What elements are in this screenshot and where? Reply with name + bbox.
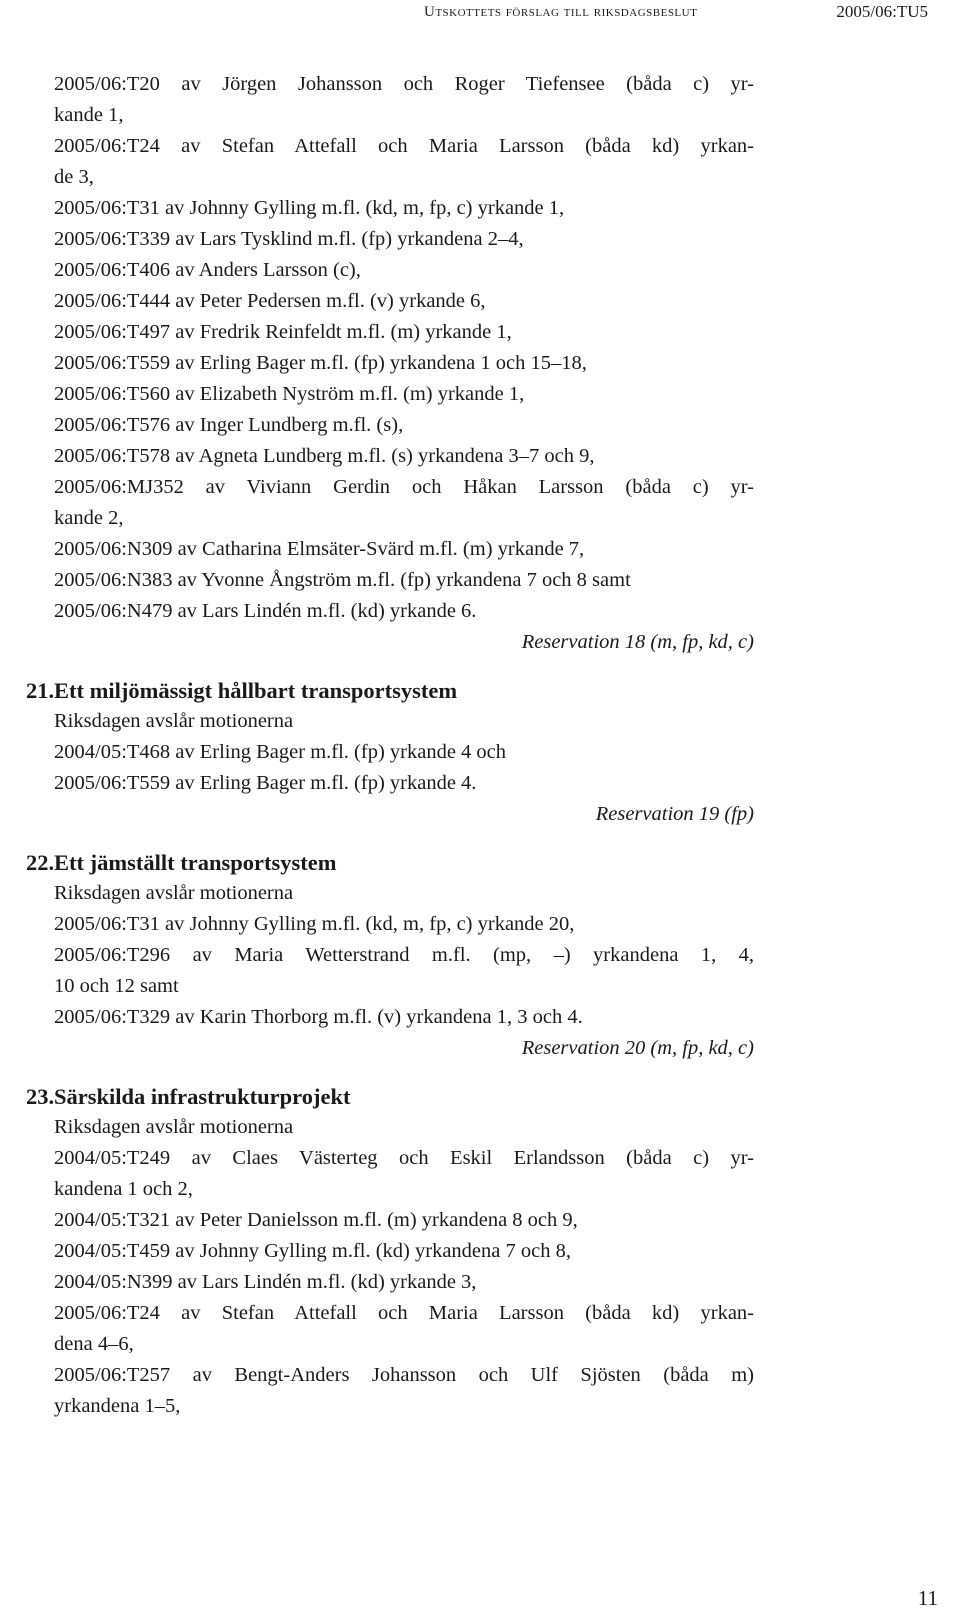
motion-line: 2005/06:T560 av Elizabeth Nyström m.fl. (m) yrkande 1, — [54, 383, 525, 405]
motion-line: 2005/06:T559 av Erling Bager m.fl. (fp) yrkande 4. — [54, 772, 477, 794]
section-title: Ett miljömässigt hållbart transportsystem — [54, 678, 458, 703]
motion-line: 2005/06:T497 av Fredrik Reinfeldt m.fl. (m) yrkande 1, — [54, 321, 512, 343]
decision-statement: Riksdagen avslår motionerna — [54, 1116, 294, 1138]
motion-line: 2004/05:T321 av Peter Danielsson m.fl. (m) yrkandena 8 och 9, — [54, 1209, 578, 1231]
motion-line: kande 1, — [54, 104, 124, 126]
motion-line: 2005/06:T31 av Johnny Gylling m.fl. (kd, m, fp, c) yrkande 1, — [54, 197, 565, 219]
motion-line: 2004/05:N399 av Lars Lindén m.fl. (kd) yrkande 3, — [54, 1271, 477, 1293]
section-title: Ett jämställt transportsystem — [54, 850, 337, 875]
motion-line: 2005/06:T329 av Karin Thorborg m.fl. (v) yrkandena 1, 3 och 4. — [54, 1006, 583, 1028]
motion-line: 10 och 12 samt — [54, 975, 179, 997]
motion-line: 2005/06:T296 av Maria Wetterstrand m.fl. (mp, –) yrkandena 1, 4, — [54, 944, 754, 966]
motion-line: de 3, — [54, 166, 94, 188]
section-number: 21. — [26, 678, 55, 703]
motion-line: 2004/05:T468 av Erling Bager m.fl. (fp) yrkande 4 och — [54, 741, 507, 763]
motion-line: 2005/06:T559 av Erling Bager m.fl. (fp) yrkandena 1 och 15–18, — [54, 352, 587, 374]
motion-line: 2005/06:T578 av Agneta Lundberg m.fl. (s) yrkandena 3–7 och 9, — [54, 445, 595, 467]
decision-statement: Riksdagen avslår motionerna — [54, 882, 294, 904]
section-number: 23. — [26, 1084, 55, 1109]
section-heading — [26, 1081, 754, 1112]
intro-motion-list — [54, 69, 754, 658]
motion-line: 2004/05:T459 av Johnny Gylling m.fl. (kd) yrkandena 7 och 8, — [54, 1240, 571, 1262]
motion-line: 2004/05:T249 av Claes Västerteg och Eskil Erlandsson (båda c) yr- — [54, 1147, 754, 1169]
motion-line: 2005/06:T406 av Anders Larsson (c), — [54, 259, 361, 281]
motion-line: kande 2, — [54, 507, 124, 529]
decision-section — [26, 1081, 754, 1422]
motion-line: 2005/06:T257 av Bengt-Anders Johansson och Ulf Sjösten (båda m) — [54, 1364, 754, 1386]
decision-section — [26, 675, 754, 830]
motion-line: 2005/06:T20 av Jörgen Johansson och Roger Tiefensee (båda c) yr- — [54, 73, 754, 95]
motion-line: 2005/06:T31 av Johnny Gylling m.fl. (kd, m, fp, c) yrkande 20, — [54, 913, 575, 935]
motion-line: dena 4–6, — [54, 1333, 134, 1355]
reservation-note: Reservation 20 (m, fp, kd, c) — [521, 1037, 754, 1059]
motion-line: 2005/06:T24 av Stefan Attefall och Maria Larsson (båda kd) yrkan- — [54, 1302, 754, 1324]
section-heading — [26, 847, 754, 878]
motion-line: 2005/06:N479 av Lars Lindén m.fl. (kd) yrkande 6. — [54, 600, 477, 622]
motion-line: yrkandena 1–5, — [54, 1395, 181, 1417]
decision-sections — [26, 675, 754, 1422]
motion-line: 2005/06:N309 av Catharina Elmsäter-Svärd m.fl. (m) yrkande 7, — [54, 538, 585, 560]
motion-line: 2005/06:T24 av Stefan Attefall och Maria Larsson (båda kd) yrkan- — [54, 135, 754, 157]
running-header — [0, 2, 960, 26]
motion-line: 2005/06:T444 av Peter Pedersen m.fl. (v) yrkande 6, — [54, 290, 486, 312]
motion-line: 2005/06:N383 av Yvonne Ångström m.fl. (fp) yrkandena 7 och 8 samt — [54, 569, 631, 591]
motion-line: 2005/06:MJ352 av Viviann Gerdin och Håkan Larsson (båda c) yr- — [54, 476, 754, 498]
motion-line: 2005/06:T339 av Lars Tysklind m.fl. (fp) yrkandena 2–4, — [54, 228, 524, 250]
reservation-note: Reservation 19 (fp) — [595, 803, 754, 825]
section-title: Särskilda infrastrukturprojekt — [54, 1084, 351, 1109]
motion-line: kandena 1 och 2, — [54, 1178, 193, 1200]
decision-section — [26, 847, 754, 1064]
section-number: 22. — [26, 850, 55, 875]
running-header-title: Utskottets förslag till riksdagsbeslut — [424, 4, 698, 20]
page-body — [26, 69, 754, 1422]
motion-line: 2005/06:T576 av Inger Lundberg m.fl. (s), — [54, 414, 404, 436]
document-id: 2005/06:TU5 — [836, 2, 928, 21]
reservation-note: Reservation 18 (m, fp, kd, c) — [521, 631, 754, 653]
decision-statement: Riksdagen avslår motionerna — [54, 710, 294, 732]
page-number: 11 — [917, 1586, 938, 1610]
section-heading — [26, 675, 754, 706]
